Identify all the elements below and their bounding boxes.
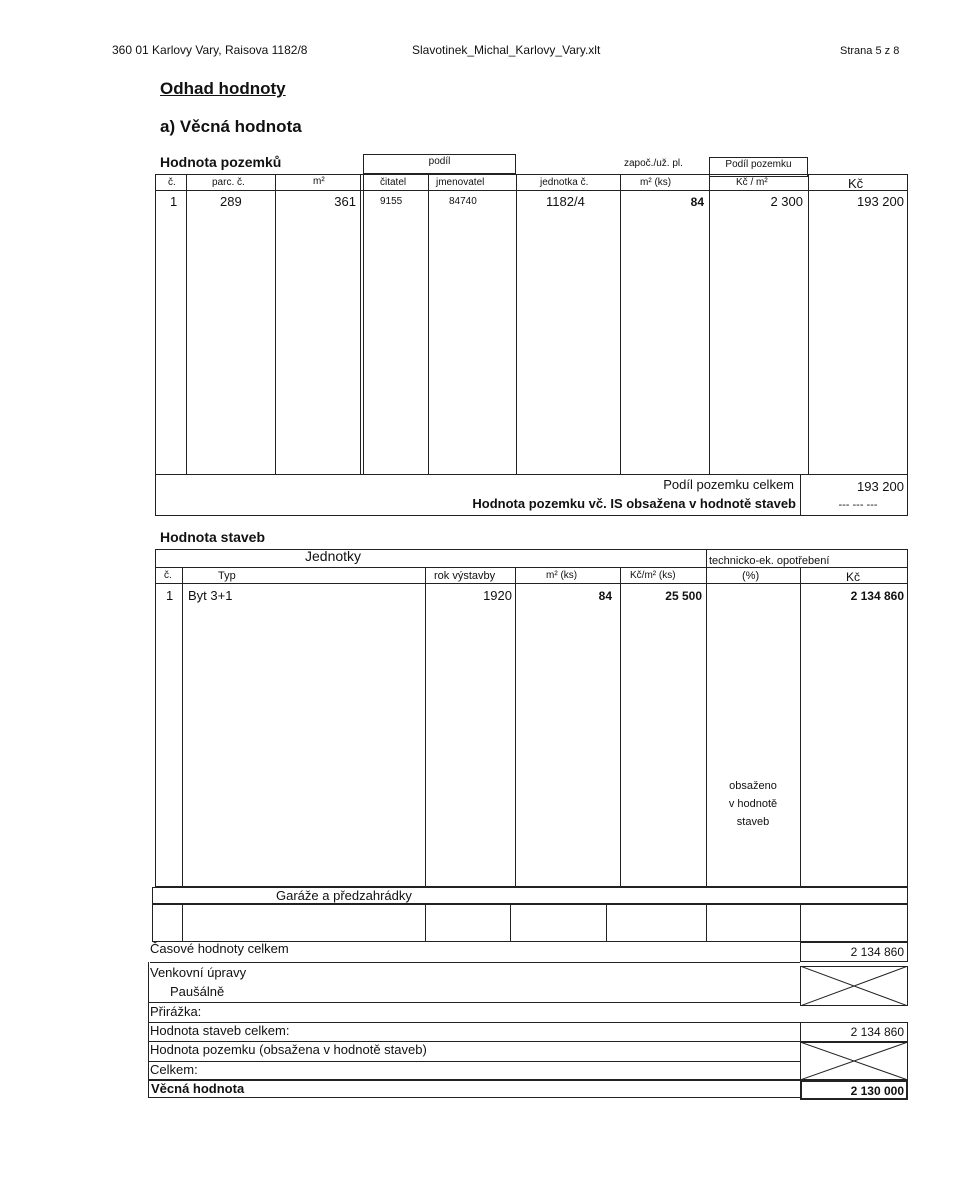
land-col-m2ks: m² (ks) — [640, 177, 672, 188]
land-included-summary-label: Hodnota pozemku (obsažena v hodnotě staveb) — [150, 1042, 427, 1057]
buildings-total-value: 2 134 860 — [850, 1025, 904, 1039]
buildings-col-divider — [515, 567, 516, 887]
land-row-m2ks: 84 — [690, 195, 704, 209]
garages-col-divider — [425, 904, 426, 942]
zapoc-label: započ./už. pl. — [624, 158, 683, 169]
time-values-value: 2 134 860 — [850, 945, 904, 959]
land-col-c: č. — [168, 177, 176, 188]
land-col-divider — [516, 174, 517, 474]
buildings-col-c: č. — [164, 570, 172, 581]
land-row-citatel: 9155 — [380, 196, 403, 207]
buildings-col-kc: Kč — [846, 570, 861, 584]
time-values-label: Časové hodnoty celkem — [150, 941, 289, 956]
header-address: 360 01 Karlovy Vary, Raisova 1182/8 — [112, 43, 308, 57]
buildings-col-rok: rok výstavby — [434, 570, 496, 582]
garages-col-divider — [182, 904, 183, 942]
land-row-kcm2: 2 300 — [770, 194, 803, 209]
land-col-m2: m² — [313, 176, 325, 187]
buildings-heading: Hodnota staveb — [160, 529, 266, 545]
garages-header — [152, 887, 908, 904]
land-body-bottom-line — [155, 474, 908, 475]
land-col-parc: parc. č. — [212, 177, 245, 188]
header-page-number: Strana 5 z 8 — [840, 45, 900, 57]
land-row-kc: 193 200 — [857, 194, 904, 209]
land-heading: Hodnota pozemků — [160, 154, 282, 170]
buildings-row-rok: 1920 — [483, 588, 512, 603]
buildings-col-kcm2: Kč/m² (ks) — [630, 570, 676, 581]
land-col-jednotka: jednotka č. — [540, 177, 589, 188]
buildings-col-pct: (%) — [742, 570, 760, 582]
land-row-m2: 361 — [334, 194, 356, 209]
land-col-jmenovatel: jmenovatel — [436, 177, 485, 188]
buildings-col-m2ks: m² (ks) — [546, 570, 578, 581]
land-col-divider — [360, 174, 361, 474]
note-line-1: obsaženo — [729, 780, 777, 792]
page-title: Odhad hodnoty — [160, 79, 286, 98]
buildings-row-m2ks: 84 — [598, 589, 612, 603]
buildings-col-typ: Typ — [218, 570, 236, 582]
buildings-row-typ: Byt 3+1 — [188, 588, 233, 603]
land-col-divider — [186, 174, 187, 474]
crossed-out-cell-icon — [800, 1042, 908, 1080]
land-col-divider — [275, 174, 276, 474]
land-included-value: --- --- --- — [838, 499, 878, 511]
land-col-kcm2: Kč / m² — [736, 177, 768, 188]
garages-col-divider — [706, 904, 707, 942]
land-row-parc: 289 — [220, 194, 242, 209]
land-total-divider — [800, 474, 801, 516]
material-value-label: Věcná hodnota — [151, 1081, 245, 1096]
land-col-citatel: čitatel — [380, 177, 407, 188]
land-total-label: Podíl pozemku celkem — [663, 477, 794, 492]
buildings-total-label: Hodnota staveb celkem: — [150, 1023, 290, 1038]
summary-line — [148, 1079, 800, 1081]
note-line-2: v hodnotě — [728, 798, 778, 810]
land-row-jmenovatel: 84740 — [449, 196, 477, 207]
buildings-col-divider — [425, 567, 426, 887]
summary-left-border — [148, 962, 149, 1098]
land-row-jednotka: 1182/4 — [546, 194, 585, 209]
crossed-out-cell-icon — [800, 966, 908, 1006]
land-table — [155, 174, 908, 516]
buildings-col-divider — [182, 567, 183, 887]
buildings-units-line — [155, 567, 908, 568]
buildings-row-kc: 2 134 860 — [850, 589, 904, 603]
podil-label: podíl — [428, 156, 451, 167]
summary-line — [148, 1097, 800, 1098]
buildings-col-divider — [620, 567, 621, 887]
garages-row — [152, 904, 908, 942]
header-filename: Slavotinek_Michal_Karlovy_Vary.xlt — [412, 43, 601, 57]
garages-col-divider — [606, 904, 607, 942]
wear-label: technicko-ek. opotřebení — [709, 555, 830, 567]
buildings-row-kcm2: 25 500 — [665, 589, 702, 603]
land-col-divider — [428, 174, 429, 474]
land-total-value: 193 200 — [857, 479, 904, 494]
land-row-c: 1 — [170, 194, 178, 209]
material-value: 2 130 000 — [850, 1084, 904, 1098]
buildings-col-divider — [706, 567, 707, 887]
buildings-row-c: 1 — [166, 588, 174, 603]
land-header-line — [155, 190, 908, 191]
summary-line — [148, 1061, 800, 1062]
summary-line — [148, 1002, 800, 1003]
buildings-header-line — [155, 583, 908, 584]
section-title: a) Věcná hodnota — [160, 117, 302, 136]
units-label: Jednotky — [305, 548, 362, 564]
land-included-label: Hodnota pozemku vč. IS obsažena v hodnotě staveb — [472, 496, 796, 511]
note-line-3: staveb — [736, 816, 770, 828]
garages-col-divider — [510, 904, 511, 942]
summary-line — [150, 962, 800, 963]
buildings-col-divider — [706, 549, 707, 567]
garages-col-divider — [800, 904, 801, 942]
surcharge-label: Přirážka: — [150, 1004, 202, 1019]
total-label: Celkem: — [150, 1062, 198, 1077]
land-col-divider — [620, 174, 621, 474]
land-col-kc: Kč — [848, 176, 864, 191]
buildings-col-divider — [800, 567, 801, 887]
garages-label: Garáže a předzahrádky — [276, 888, 412, 903]
land-col-divider — [363, 174, 364, 474]
land-col-divider — [709, 174, 710, 474]
land-col-divider — [808, 174, 809, 474]
outdoor-label: Venkovní úpravy — [150, 965, 247, 980]
lump-label: Paušálně — [170, 984, 225, 999]
podil-pozemku-label: Podíl pozemku — [725, 159, 792, 170]
